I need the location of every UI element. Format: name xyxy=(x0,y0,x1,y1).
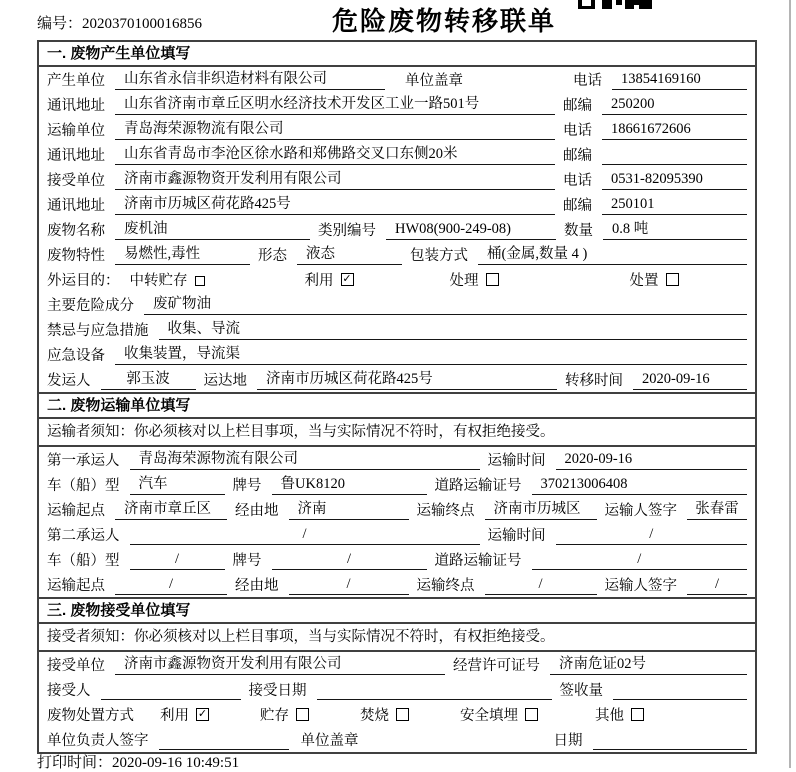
section-heading: 一. 废物产生单位填写 xyxy=(39,42,755,67)
print-time-value: 2020-09-16 10:49:51 xyxy=(112,755,240,771)
checkbox-label: 处理 xyxy=(449,273,479,289)
field-label: 类别编号 xyxy=(318,223,376,239)
form-row xyxy=(39,292,755,317)
checkbox-group xyxy=(630,269,679,290)
field-label: 产生单位 xyxy=(47,73,105,89)
checkbox-unchecked xyxy=(396,708,409,721)
form-row xyxy=(39,342,755,367)
field-label: 道路运输证号 xyxy=(434,478,522,494)
field-value xyxy=(602,145,747,165)
field-label: 废物特性 xyxy=(47,248,105,264)
checkbox-label: 贮存 xyxy=(260,708,289,724)
field-label: 包装方式 xyxy=(410,248,468,264)
form-row xyxy=(39,142,755,167)
field-label: 接受人 xyxy=(47,683,91,699)
field-label: 日期 xyxy=(553,733,583,749)
page-edge-line xyxy=(789,0,791,768)
field-label: 运输时间 xyxy=(487,528,546,544)
checkbox-label: 处置 xyxy=(629,273,659,289)
field-label: 运输时间 xyxy=(487,453,546,469)
checkbox-group xyxy=(595,704,644,725)
field-value: 济南市历城区荷花路425号 xyxy=(115,195,555,215)
checkbox-label: 焚烧 xyxy=(360,708,389,724)
field-value: 济南危证02号 xyxy=(550,655,747,675)
field-label: 主要危险成分 xyxy=(47,298,134,314)
field-value: / xyxy=(115,575,227,595)
field-value: 2020-09-16 xyxy=(556,450,748,470)
field-value: 收集、导流 xyxy=(159,320,748,340)
form-row xyxy=(39,67,755,92)
field-label: 运输终点 xyxy=(416,503,475,519)
field-value: 废矿物油 xyxy=(144,295,747,315)
checkbox-checked: ✓ xyxy=(197,708,208,720)
field-label: 通讯地址 xyxy=(47,148,105,164)
form-row xyxy=(39,572,755,597)
field-value: 易燃性,毒性 xyxy=(115,245,250,265)
field-value: 液态 xyxy=(297,245,402,265)
field-value: 370213006408 xyxy=(532,475,748,495)
field-value: / xyxy=(272,550,427,570)
checkbox-label: 其他 xyxy=(595,708,624,724)
field-label: 运输起点 xyxy=(47,578,105,594)
field-value: / xyxy=(130,550,225,570)
form-row xyxy=(39,217,755,242)
field-value: 济南市鑫源物资开发利用有限公司 xyxy=(115,170,555,190)
field-label: 经由地 xyxy=(235,503,279,519)
field-value xyxy=(317,680,552,700)
field-value: 鲁UK8120 xyxy=(272,475,427,495)
field-label: 车（船）型 xyxy=(47,553,120,569)
checkbox-unchecked xyxy=(195,276,205,286)
print-time xyxy=(37,751,239,772)
field-label: 运输人签字 xyxy=(604,503,677,519)
field-value: 青岛海荣源物流有限公司 xyxy=(115,120,555,140)
field-label: 通讯地址 xyxy=(47,98,105,114)
field-value xyxy=(159,730,289,750)
form-row xyxy=(39,117,755,142)
field-value: 郭玉波 xyxy=(101,370,196,390)
field-value: / xyxy=(556,525,748,545)
checkbox-label: 安全填埋 xyxy=(460,708,518,724)
field-label: 第一承运人 xyxy=(47,453,120,469)
form-row xyxy=(39,192,755,217)
checkbox-unchecked xyxy=(525,708,538,721)
field-value: 济南市历城区 xyxy=(485,500,597,520)
checkbox-unchecked xyxy=(666,273,679,286)
field-label: 电话 xyxy=(573,73,602,89)
form-row xyxy=(39,242,755,267)
field-value: 废机油 xyxy=(115,220,310,240)
form-row xyxy=(39,367,755,392)
field-label: 禁忌与应急措施 xyxy=(47,323,149,339)
checkbox-group xyxy=(360,704,460,725)
field-value: 收集装置，导流渠 xyxy=(115,345,747,365)
field-value xyxy=(593,730,748,750)
field-label: 牌号 xyxy=(232,478,262,494)
field-label: 经营许可证号 xyxy=(453,658,540,674)
field-value: / xyxy=(485,575,597,595)
field-value: 济南市章丘区 xyxy=(115,500,227,520)
checkbox-group xyxy=(450,269,630,290)
field-label: 车（船）型 xyxy=(47,478,120,494)
field-label: 接受单位 xyxy=(47,173,105,189)
checkbox-group xyxy=(160,704,260,725)
field-value: 桶(金属,数量 4 ) xyxy=(478,245,747,265)
field-label: 签收量 xyxy=(559,683,603,699)
field-value: 250200 xyxy=(602,95,747,115)
field-value: 济南 xyxy=(289,500,409,520)
qr-code-fragment xyxy=(578,0,654,9)
field-value: 济南市鑫源物资开发利用有限公司 xyxy=(115,655,445,675)
checkbox-group xyxy=(130,269,305,290)
field-label: 废物名称 xyxy=(47,223,105,239)
field-label: 转移时间 xyxy=(565,373,623,389)
form-row xyxy=(39,547,755,572)
checkbox-unchecked xyxy=(486,273,499,286)
static-text: 单位盖章 xyxy=(300,733,359,749)
field-label: 数量 xyxy=(564,223,593,239)
field-value xyxy=(101,680,241,700)
form-row xyxy=(39,652,755,677)
field-value: 18661672606 xyxy=(602,120,747,140)
section-heading: 三. 废物接受单位填写 xyxy=(39,599,755,624)
form-row xyxy=(39,677,755,702)
field-label: 通讯地址 xyxy=(47,198,105,214)
checkbox-group xyxy=(305,269,450,290)
checkbox-group xyxy=(460,704,595,725)
form-row xyxy=(39,702,755,727)
form-title: 危险废物转移联单 xyxy=(331,6,556,36)
field-label: 接受日期 xyxy=(248,683,307,699)
field-value: 2020-09-16 xyxy=(633,370,747,390)
field-label: 道路运输证号 xyxy=(434,553,522,569)
field-value: / xyxy=(289,575,409,595)
field-label: 经由地 xyxy=(235,578,279,594)
field-label: 废物处置方式 xyxy=(47,708,134,724)
field-label: 运输人签字 xyxy=(604,578,677,594)
field-label: 第二承运人 xyxy=(47,528,120,544)
checkbox-checked: ✓ xyxy=(342,273,352,285)
section-notice: 运输者须知：你必须核对以上栏目事项，当与实际情况不符时，有权拒绝接受。 xyxy=(39,419,755,447)
field-value: 济南市历城区荷花路425号 xyxy=(257,370,557,390)
field-value: / xyxy=(130,525,480,545)
field-label: 单位负责人签字 xyxy=(47,733,149,749)
form-row xyxy=(39,727,755,752)
field-value: 0531-82095390 xyxy=(602,170,747,190)
field-label: 邮编 xyxy=(563,148,592,164)
field-value: 山东省青岛市李沧区徐水路和郑佛路交叉口东侧20米 xyxy=(115,145,555,165)
field-label: 电话 xyxy=(563,173,592,189)
field-value: 山东省济南市章丘区明水经济技术开发区工业一路501号 xyxy=(115,95,555,115)
form-row xyxy=(39,92,755,117)
form-section xyxy=(39,42,755,392)
field-label: 邮编 xyxy=(563,198,592,214)
field-value: / xyxy=(687,575,747,595)
field-label: 外运目的： xyxy=(47,273,120,289)
field-label: 运输终点 xyxy=(416,578,475,594)
field-value: 汽车 xyxy=(130,475,225,495)
field-value xyxy=(613,680,747,700)
field-value: 13854169160 xyxy=(612,70,747,90)
field-label: 邮编 xyxy=(563,98,592,114)
manifest-table xyxy=(37,40,757,754)
field-label: 接受单位 xyxy=(47,658,105,674)
field-value: 青岛海荣源物流有限公司 xyxy=(130,450,480,470)
form-section xyxy=(39,597,755,752)
checkbox-label: 利用 xyxy=(304,273,334,289)
form-section xyxy=(39,392,755,597)
checkbox-unchecked xyxy=(296,708,309,721)
field-value: HW08(900-249-08) xyxy=(386,220,556,240)
checkbox-label: 利用 xyxy=(160,708,189,724)
field-value: 张春雷 xyxy=(687,500,747,520)
checkbox-unchecked xyxy=(631,708,644,721)
form-row xyxy=(39,167,755,192)
section-heading: 二. 废物运输单位填写 xyxy=(39,394,755,419)
form-row xyxy=(39,522,755,547)
serial-value: 2020370100016856 xyxy=(82,16,203,32)
form-row xyxy=(39,317,755,342)
checkbox-label: 中转贮存 xyxy=(129,273,188,289)
field-label: 运输起点 xyxy=(47,503,105,519)
form-row xyxy=(39,472,755,497)
field-label: 形态 xyxy=(258,248,287,264)
form-row xyxy=(39,497,755,522)
field-value: 山东省永信非织造材料有限公司 xyxy=(115,70,385,90)
section-notice: 接受者须知：你必须核对以上栏目事项，当与实际情况不符时，有权拒绝接受。 xyxy=(39,624,755,652)
field-value: 0.8 吨 xyxy=(603,220,747,240)
field-value: / xyxy=(532,550,748,570)
field-label: 运达地 xyxy=(203,373,247,389)
print-time-label: 打印时间： xyxy=(37,755,113,771)
field-value: 250101 xyxy=(602,195,747,215)
field-label: 牌号 xyxy=(232,553,262,569)
serial-label: 编号： xyxy=(37,16,83,32)
form-row xyxy=(39,267,755,292)
field-label: 电话 xyxy=(563,123,592,139)
field-label: 运输单位 xyxy=(47,123,105,139)
form-row xyxy=(39,447,755,472)
field-label: 发运人 xyxy=(47,373,91,389)
field-label: 应急设备 xyxy=(47,348,105,364)
static-text: 单位盖章 xyxy=(405,73,463,89)
checkbox-group xyxy=(260,704,360,725)
